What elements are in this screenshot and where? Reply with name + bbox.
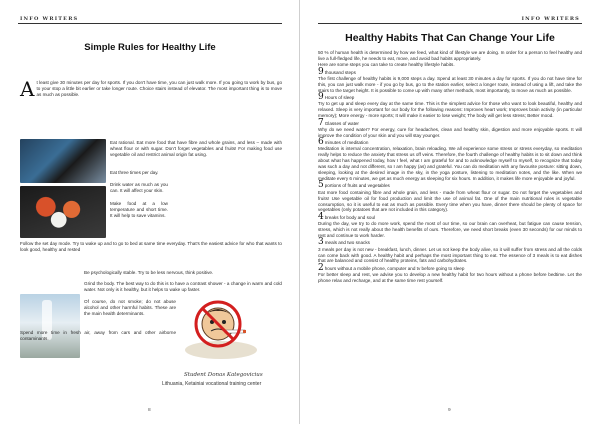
- habit-heading: meals and two snacks: [324, 240, 370, 246]
- habit-number: 6: [318, 137, 324, 148]
- habit-number: 5: [318, 180, 324, 191]
- drink-paragraph: Drink water as much as you can. It will affect your skin.: [110, 182, 168, 193]
- page-number: 8: [148, 408, 151, 413]
- habit-fruits-body: Eat more food containing fibre and whole grain, and less - made from wheat flour or sugar. Do not forget the vegetables and fruits! Use vegetable oil for food production and limit the use of animal fat. One of the main nutritional rules is vegetable consumption, so it is useful to eat as much as possible. Every time when you have, dinner there should be plenty of space for vegetables (only potatoes that are not included in this category).: [318, 189, 582, 213]
- habit-sleep-heading: [318, 94, 582, 101]
- author-signature: Student Donas Kategovicius: [184, 372, 263, 378]
- habit-heading: portions of fruits and vegetables: [324, 183, 390, 189]
- page-number: 9: [448, 408, 451, 413]
- sushi-photo: [20, 186, 106, 238]
- habit-phone-body: For better sleep and rest, we advise you to develop a new healthy habit for two hours without a phone before bedtime. Let the phone relax and recharge, and at the same time rest yourself.: [318, 272, 582, 284]
- habit-heading: minutes of meditation: [324, 140, 369, 146]
- habit-number: 2: [318, 262, 324, 273]
- habit-heading: Hours of sleep: [324, 95, 355, 100]
- habits-intro: 50 % of human health is determined by how we feed, what kind of lifestyle we are doing. In order for a person to feel healthy and live a full-fledged life, he needs to eat, move, and avoid bad habits appropriately.: [318, 50, 582, 61]
- habit-meditation-body: Meditation is internal concentration, relaxation, brain reloading. We all experience some stress or stress everyday, so meditation really helps to reduce the anxiety that stress us off veins. Therefore, the fourth challenge of healthy habits is to sit down and think about what has happened today, how I feel, what I am grateful for and to acknowledge myself to myself, to recognize that today was such a day and not different, so I am happy (as) and grateful. You can do meditation with any favourite posture: sitting down, sleeping, looking at the desired image in the sky, in the yoga posture, listening to meditation notes, and the like. When we meditate every 6 minutes, we get as much energy as sleeping for six hours. In addition, it makes life more enjoyable and joyful.: [318, 146, 582, 182]
- habit-steps-body: The first challenge of healthy habits is 9,000 steps a day. Spend at least 30 minutes a day for sports. If you do not have time for this, you can just walk more - if you go by bus, go to the station earlier, select a longer route, instead of using a lift, and take the stairs to the target height. It is possible to come up with many other methods, most importantly, to move as much as possible.: [318, 75, 582, 93]
- header-label: INFO WRITERS: [521, 16, 580, 22]
- habit-heading: Glasses of water: [324, 120, 359, 126]
- habit-meals-heading: [318, 239, 582, 246]
- habit-meditation-heading: [318, 139, 582, 146]
- habit-number: 3: [318, 237, 324, 248]
- grind-paragraph: Grind the body. The best way to do this is to have a contrast shower - a change in warm and cold water. Not only is it healthy, but it helps to wake up faster.: [84, 281, 282, 292]
- right-page-title: Healthy Habits That Can Change Your Life: [345, 32, 555, 44]
- header-rule: [318, 23, 582, 24]
- header-label: INFO WRITERS: [20, 16, 79, 22]
- habit-breaks-heading: [318, 211, 582, 222]
- fresh-air-paragraph: Spend more time in fresh air, away from cars and other airborne contaminants.: [20, 330, 176, 341]
- habit-heading: hours without a mobile phone, computer and tv before going to sleep: [324, 265, 465, 271]
- smoking-paragraph: Of course, do not smoke; do not abuse alcohol and other harmful habits. These are the main health determinants.: [84, 299, 176, 316]
- three-meals-paragraph: Eat three times per day.: [110, 170, 159, 175]
- right-page: [300, 0, 600, 424]
- eat-paragraph: Eat rational. Eat more food that have fibre and whole grains, and less – made with wheat flour or with sugar. Don't forget vegetables and fruits! For making food use vegetable oil and restrict animal origin fat using.: [110, 140, 282, 157]
- drop-cap: A: [20, 77, 35, 101]
- habit-meals-body: 3 meals per day is not new - breakfast, lunch, dinner. Let us not keep the body alive, so it will suffer from stress and all the colds can come back with good. A healthy habit and perhaps the most important thing to eat. The essence of 3 meals is to eat dishes that are balanced and consist of healthy proteins, fats and carbohydrates.: [318, 246, 582, 264]
- habit-number: 7: [318, 117, 324, 128]
- sleep-paragraph: Follow the set day mode. Try to wake up and to go to bed at same time everyday. That's the easiest advice for who that wants to look good, healthy and rested: [20, 241, 282, 252]
- habits-steps-intro: Here are some steps you can take to create healthy lifestyle habits.: [318, 62, 455, 68]
- habit-number: 4: [318, 211, 324, 222]
- habit-fruits-heading: [318, 182, 582, 189]
- habits-body: [318, 50, 582, 284]
- left-page-title: Simple Rules for Healthy Life: [84, 42, 216, 53]
- no-smoking-cartoon: [178, 300, 264, 362]
- habit-phone-heading: [318, 262, 582, 273]
- habit-water-body: Why do we need water? For energy, cure for headaches, clean and healthy skin, digestion and more enjoyable sports. It will improve the condition of your skin and you will stay younger.: [318, 126, 582, 138]
- habit-breaks-body: During the day, we try to do more work, spend the most of our time, so our brain can overheat, but fatigue can cause tension, stress, which is not really about the health benefits of ours. Therefore, we need short breaks (even 30 seconds) for our minds to rest and continue to work harder.: [318, 221, 582, 238]
- habit-sleep-body: Try to get up and sleep every day at the same time. This is the simplest advice for those who want to look beautiful, healthy and relaxed. Sleep is very important for our body for the following reasons: Improves heart work; Improves brain activity (in particular memory); More energy - more sports; It will make it easier to lose weight; The body will get less stress; Better mood.: [318, 101, 582, 119]
- habit-heading: thousand steps: [324, 69, 356, 75]
- habit-number: 9: [318, 66, 324, 77]
- habit-steps-heading: [318, 66, 582, 77]
- intro-text: t least give 30 minutes per day for sports. If you don't have time, you can just walk more. If you going to work by bus, go to your stop a little bit earlier or take longer route. Choice stairs instead of elevator. The most important thing is to move as much as possible.: [36, 80, 282, 97]
- soccer-photo: [20, 139, 106, 183]
- stable-paragraph: Be psychologically stable. Try to be less nervous, think positive.: [84, 270, 214, 275]
- water-drinking-photo: [20, 294, 80, 358]
- habit-heading: breaks for body and soul: [324, 214, 376, 220]
- habit-water-heading: [318, 117, 582, 128]
- header-rule: [18, 23, 282, 24]
- intro-paragraph: [20, 77, 282, 101]
- habit-number: 9: [318, 92, 324, 102]
- author-affiliation: Lithuania, Ketainiai vocational training center: [162, 381, 262, 387]
- cook-paragraph: Make food at a low temperature and short time. It will help to save vitamins.: [110, 201, 168, 218]
